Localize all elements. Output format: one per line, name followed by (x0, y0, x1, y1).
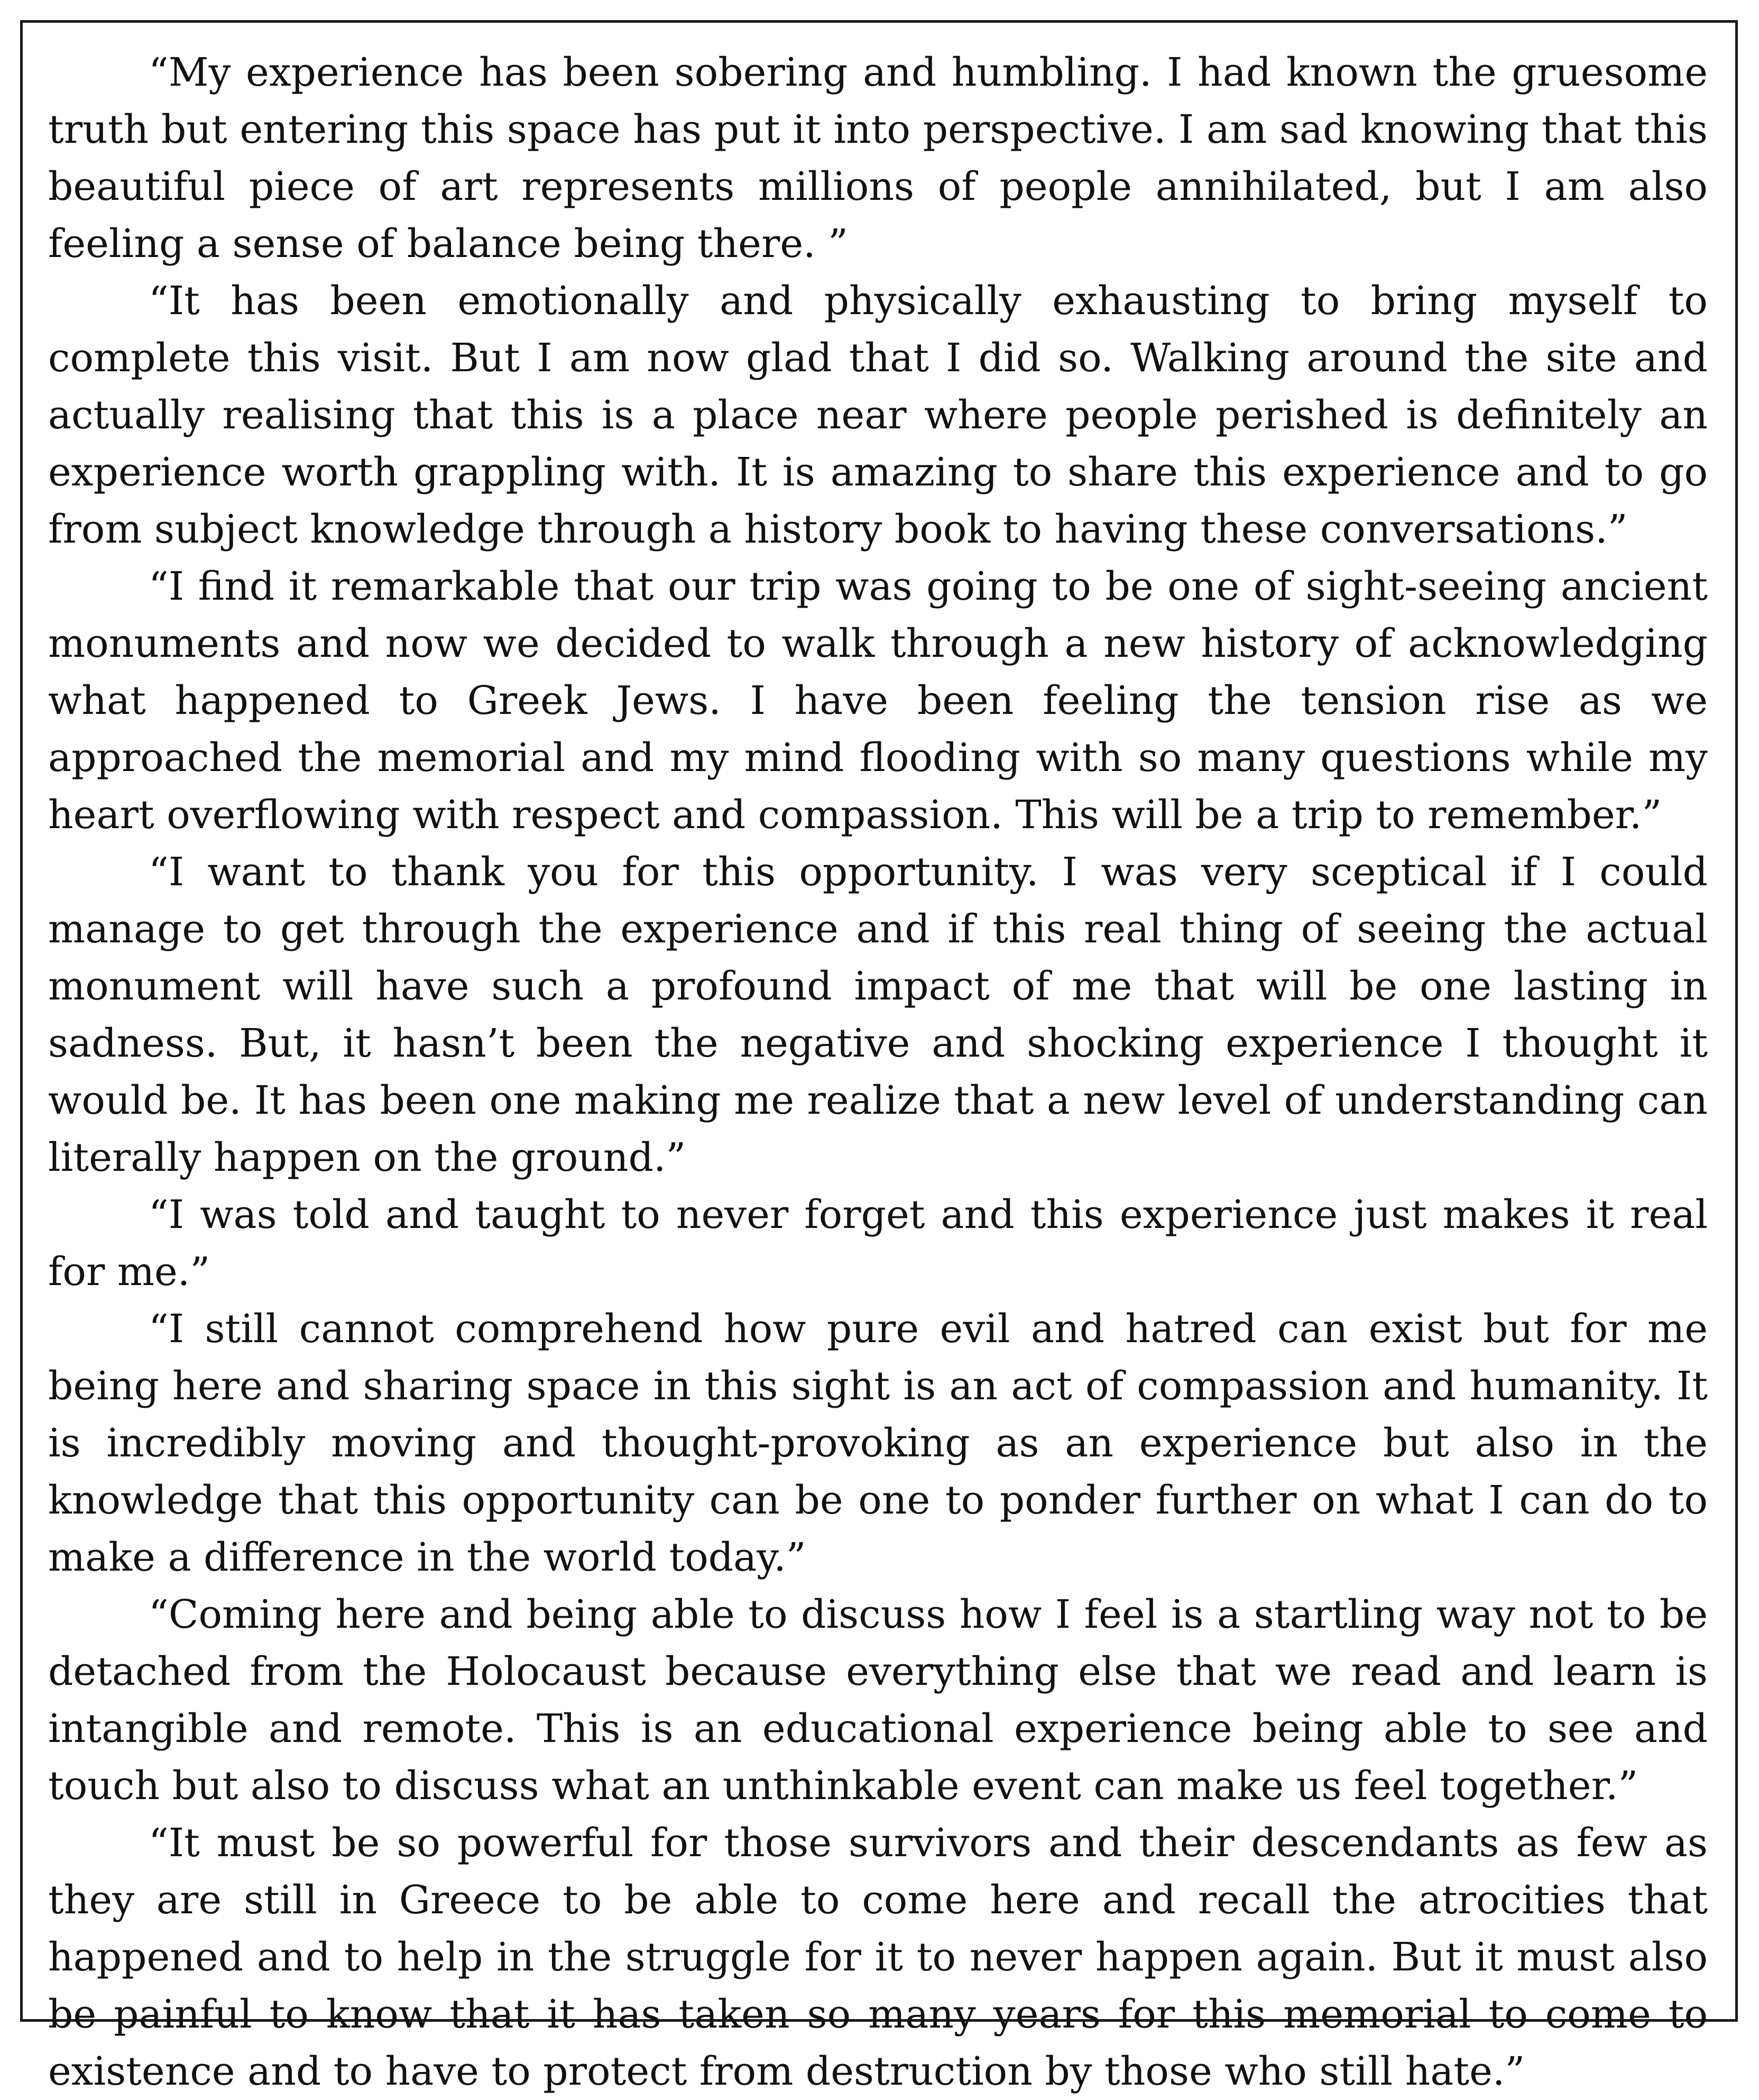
quote-4: “I want to thank you for this opportunity. I was very sceptical if I could manage to get through the experience and if this real thing of seeing the actual monument will have such a profound impact of me that will be one lasting in sadness. But, it hasn’t been the negative and shocking experience I thought it would be. It has been one making me realize that a new level of understanding can literally happen on the ground.” (48, 849, 1708, 1180)
quote-7: “Coming here and being able to discuss how I feel is a startling way not to be detached from the Holocaust because everything else that we read and learn is intangible and remote. This is an educational experience being able to see and touch but also to discuss what an unthinkable event can make us feel together.” (48, 1592, 1708, 1809)
quotes-box (20, 20, 1738, 2094)
quote-2: “It has been emotionally and physically exhausting to bring myself to complete this visit. But I am now glad that I did so. Walking around the site and actually realising that this is a place near where people perished is definitely an experience worth grappling with. It is amazing to share this experience and to go from subject knowledge through a history book to having these conversations.” (48, 278, 1708, 552)
quote-5: “I was told and taught to never forget and this experience just makes it real for me.” (48, 1192, 1708, 1295)
quote-6: “I still cannot comprehend how pure evil and hatred can exist but for me being here and sharing space in this sight is an act of compassion and humanity. It is incredibly moving and thought-provoking as an experience but also in the knowledge that this opportunity can be one to ponder further on what I can do to make a difference in the world today.” (48, 1306, 1708, 1580)
quote-1: “My experience has been sobering and humbling. I had known the gruesome truth but entering this space has put it into perspective. I am sad knowing that this beautiful piece of art represents millions of people annihilated, but I am also feeling a sense of balance being there. ” (48, 50, 1708, 267)
quote-8: “It must be so powerful for those survivors and their descendants as few as they are still in Greece to be able to come here and recall the atrocities that happened and to help in the struggle for it to never happen again. But it must also be painful to know that it has taken so many years for this memorial to come to existence and to have to protect from destruction by those who still hate.” (48, 1820, 1708, 2094)
quote-3: “I find it remarkable that our trip was going to be one of sight-seeing ancient monuments and now we decided to walk through a new history of acknowledging what happened to Greek Jews. I have been feeling the tension rise as we approached the memorial and my mind flooding with so many questions while my heart overflowing with respect and compassion. This will be a trip to remember.” (48, 564, 1708, 838)
